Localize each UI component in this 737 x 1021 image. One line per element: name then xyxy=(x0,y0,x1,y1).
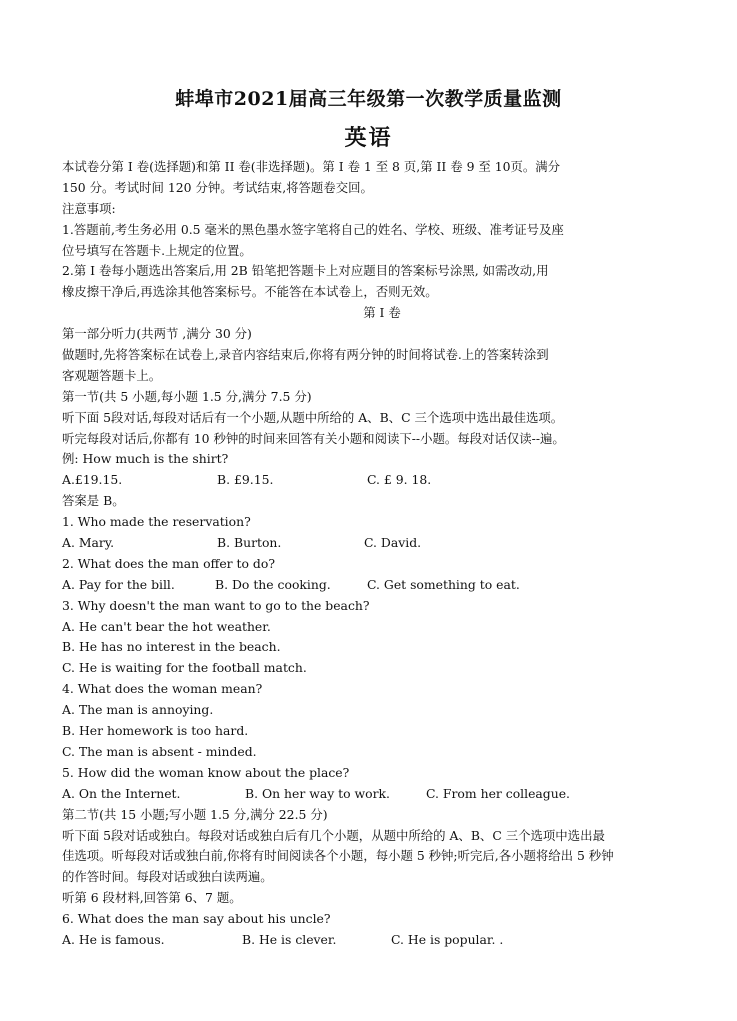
subject-title: 英语 xyxy=(344,125,393,151)
part-heading: 第一部分听力(共两节 ,满分 30 分) xyxy=(62,326,252,342)
question: 4. What does the woman mean? xyxy=(62,681,263,697)
part-instruction: 做题时,先将答案标在试卷上,录音内容结束后,你将有两分钟的时间将试卷.上的答案转涂到 xyxy=(62,347,549,363)
option-c: C. Get something to eat. xyxy=(367,576,520,592)
option-a: A. Mary. xyxy=(62,535,115,551)
notice-item: 2.第 I 卷每小题选出答案后,用 2B 铅笔把答题卡上对应题目的答案标号涂黑, 如需改动,用 xyxy=(62,263,549,279)
section-instruction: 听下面 5段对话,每段对话后有一个小题,从题中所给的 A、B、C 三个选项中选出最佳选项。 xyxy=(62,409,564,425)
section-instruction: 的作答时间。每段对话或独白读两遍。 xyxy=(62,869,273,885)
material-heading: 听第 6 段材料,回答第 6、7 题。 xyxy=(62,890,242,906)
notice-heading: 注意事项: xyxy=(62,200,116,216)
option-b: B. He is clever. xyxy=(242,931,337,947)
example-answer: 答案是 B。 xyxy=(62,493,125,509)
part-instruction: 客观题答题卡上。 xyxy=(62,367,162,383)
option-a: A. The man is annoying. xyxy=(62,702,214,718)
notice-item: 1.答题前,考生务必用 0.5 毫米的黑色墨水签字笔将自己的姓名、学校、班级、准考证号及座 xyxy=(62,221,564,237)
volume-heading: 第 I 卷 xyxy=(363,305,401,321)
option-c: C. David. xyxy=(364,535,422,551)
section-instruction: 听下面 5段对话或独白。每段对话或独白后有几个小题，从题中所给的 A、B、C 三个选项中选出最 xyxy=(62,827,605,843)
option-b: B. Her homework is too hard. xyxy=(62,723,249,739)
notice-item: 位号填写在答题卡.上规定的位置。 xyxy=(62,242,252,258)
option-a: A. Pay for the bill. xyxy=(62,576,175,592)
example-question: 例: How much is the shirt? xyxy=(62,451,229,467)
intro-line: 本试卷分第 I 卷(选择题)和第 II 卷(非选择题)。第 I 卷 1 至 8 页,第 II 卷 9 至 10页。满分 xyxy=(62,159,561,174)
option-c: C. He is popular. . xyxy=(391,931,504,947)
question: 3. Why doesn't the man want to go to the beach? xyxy=(62,597,370,613)
section-heading: 第二节(共 15 小题;写小题 1.5 分,满分 22.5 分) xyxy=(62,806,328,822)
question-options xyxy=(62,930,702,951)
question-options xyxy=(62,784,702,805)
question: 1. Who made the reservation? xyxy=(62,514,251,530)
option-a: A. He can't bear the hot weather. xyxy=(62,618,271,634)
option-c: C. From her colleague. xyxy=(426,785,570,801)
notice-item: 橡皮擦干净后,再选涂其他答案标号。不能答在本试卷上，否则无效。 xyxy=(62,284,438,300)
option-a: A. He is famous. xyxy=(62,931,165,947)
option-b: B. Do the cooking. xyxy=(215,576,331,592)
question: 5. How did the woman know about the place? xyxy=(62,764,350,780)
option-b: B. On her way to work. xyxy=(245,785,390,801)
section-instruction: 听完每段对话后,你都有 10 秒钟的时间来回答有关小题和阅读下--小题。每段对话仅读--遍。 xyxy=(62,430,565,446)
option-a: A.£19.15. xyxy=(62,472,123,488)
section-heading: 第一节(共 5 小题,每小题 1.5 分,满分 7.5 分) xyxy=(62,388,312,404)
section-instruction: 佳选项。听每段对话或独白前,你将有时间阅读各个小题，每小题 5 秒钟;听完后,各小题将给出 5 秒钟 xyxy=(62,848,614,864)
exam-body xyxy=(62,157,702,951)
question-options xyxy=(62,575,702,596)
option-b: B. Burton. xyxy=(217,535,282,551)
example-options xyxy=(62,470,702,491)
option-c: C. £ 9. 18. xyxy=(367,472,432,488)
option-c: C. The man is absent - minded. xyxy=(62,743,257,759)
question-options xyxy=(62,533,702,554)
option-c: C. He is waiting for the football match. xyxy=(62,660,307,676)
option-a: A. On the Internet. xyxy=(62,785,181,801)
intro-line: 150 分。考试时间 120 分钟。考试结束,将答题卷交回。 xyxy=(62,179,373,195)
option-b: B. £9.15. xyxy=(217,472,274,488)
option-b: B. He has no interest in the beach. xyxy=(62,639,281,655)
question: 2. What does the man offer to do? xyxy=(62,555,275,571)
exam-title: 蚌埠市2021届高三年级第一次教学质量监测 xyxy=(175,88,562,110)
question: 6. What does the man say about his uncle? xyxy=(62,911,331,927)
